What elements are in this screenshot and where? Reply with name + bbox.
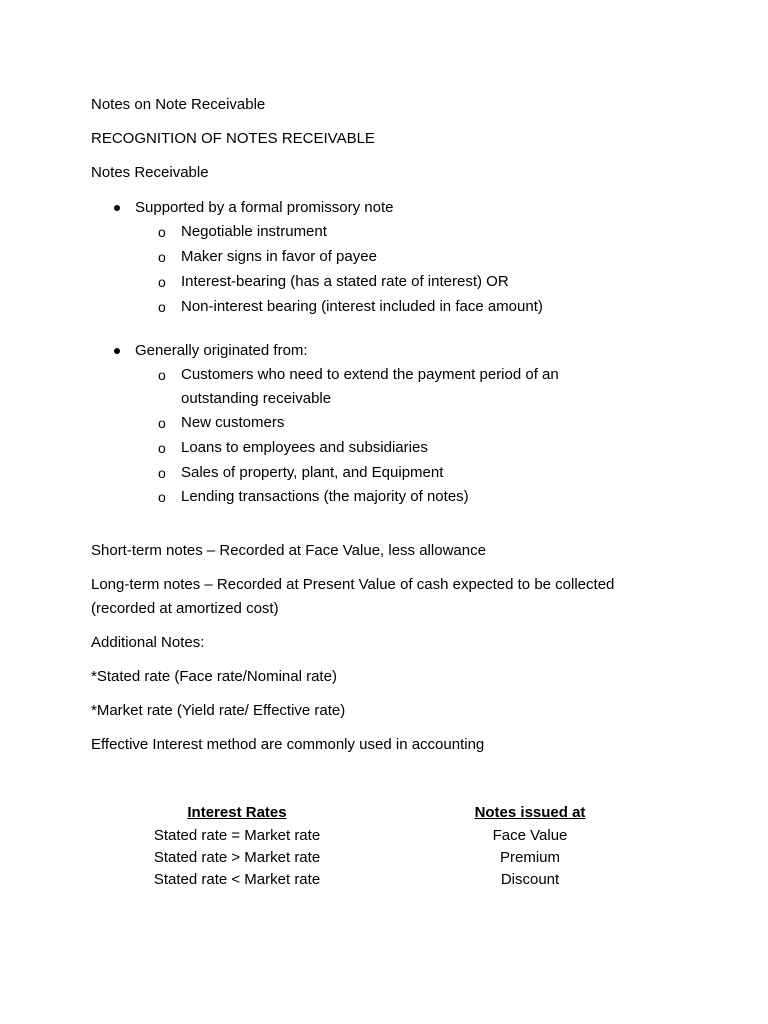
sub-bullet-marker: o [158,249,166,265]
bullet-text-1: Supported by a formal promissory note [135,199,394,216]
additional-notes-label: Additional Notes: [91,634,205,651]
table-cell: Discount [500,871,560,888]
sub-bullet-marker: o [158,415,166,431]
short-term-line: Short-term notes – Recorded at Face Value, less allowance [91,542,486,559]
bullet-dot [114,205,120,211]
sub-bullet-marker: o [158,465,166,481]
sub-item: Interest-bearing (has a stated rate of interest) OR [181,273,509,290]
sub-bullet-marker: o [158,224,166,240]
bullet-dot [114,348,120,354]
table-cell: Stated rate > Market rate [153,849,321,866]
sub-item: Loans to employees and subsidiaries [181,439,428,456]
sub-bullet-marker: o [158,489,166,505]
subheading: Notes Receivable [91,164,209,181]
effective-method-note: Effective Interest method are commonly used in accounting [91,736,485,753]
sub-bullet-marker: o [158,367,166,383]
sub-item: Customers who need to extend the payment period of an [181,366,559,383]
long-term-line-cont: (recorded at amortized cost) [91,600,279,617]
bullet-text-2: Generally originated from: [135,342,308,359]
long-term-line: Long-term notes – Recorded at Present Value of cash expected to be collected [91,576,615,593]
section-heading: RECOGNITION OF NOTES RECEIVABLE [91,130,375,147]
sub-item: Lending transactions (the majority of notes) [181,488,469,505]
table-cell: Premium [499,849,560,866]
market-rate-note: *Market rate (Yield rate/ Effective rate) [91,702,346,719]
table-header: Notes issued at [474,804,586,821]
sub-bullet-marker: o [158,440,166,456]
sub-item: Non-interest bearing (interest included in face amount) [181,298,543,315]
doc-title: Notes on Note Receivable [91,96,266,113]
sub-item: Negotiable instrument [181,223,327,240]
table-cell: Stated rate < Market rate [153,871,321,888]
sub-bullet-marker: o [158,299,166,315]
sub-item: Maker signs in favor of payee [181,248,377,265]
sub-item: Sales of property, plant, and Equipment [181,464,444,481]
table-cell: Stated rate = Market rate [153,827,321,844]
sub-item: New customers [181,414,285,431]
table-cell: Face Value [492,827,568,844]
stated-rate-note: *Stated rate (Face rate/Nominal rate) [91,668,337,685]
sub-item-continuation: outstanding receivable [181,390,332,407]
sub-bullet-marker: o [158,274,166,290]
table-header: Interest Rates [187,804,287,821]
